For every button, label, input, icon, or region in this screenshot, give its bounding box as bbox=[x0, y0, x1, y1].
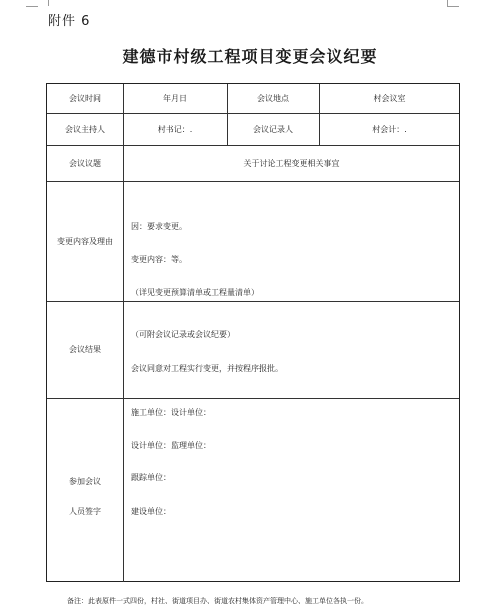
topic-label: 会议议题 bbox=[69, 158, 101, 168]
meeting-result-label: 会议结果 bbox=[69, 345, 101, 354]
change-content-line: 变更内容：等。 bbox=[131, 255, 187, 264]
crop-mark-top-right-h bbox=[447, 6, 459, 7]
document-title: 建德市村级工程项目变更会议纪要 bbox=[122, 47, 378, 66]
recorder-label: 会议记录人 bbox=[253, 124, 293, 134]
change-detail-note: （详见变更预算清单或工程量清单） bbox=[131, 288, 259, 297]
change-content-label: 变更内容及理由 bbox=[57, 236, 113, 246]
row-divider bbox=[47, 398, 459, 399]
meeting-place-label: 会议地点 bbox=[257, 94, 289, 103]
crop-mark-top-left bbox=[37, 0, 49, 6]
crop-mark-top-left-h bbox=[26, 6, 38, 7]
signature-line-owner: 建设单位： bbox=[131, 507, 171, 516]
change-reason-line: 因：要求变更。 bbox=[131, 222, 187, 231]
signature-line-tracking: 跟踪单位： bbox=[131, 473, 171, 482]
signature-line-construction: 施工单位：设计单位： bbox=[131, 408, 211, 417]
meeting-time-value: 年月日 bbox=[163, 94, 187, 103]
meeting-place-value: 村会议室 bbox=[373, 94, 406, 103]
signature-label-line2: 人员签字 bbox=[69, 507, 101, 516]
host-label: 会议主持人 bbox=[65, 124, 105, 134]
result-decision-line: 会议同意对工程实行变更，并按程序报批。 bbox=[131, 364, 283, 373]
meeting-record-table bbox=[46, 83, 460, 582]
topic-value: 关于讨论工程变更相关事宜 bbox=[243, 158, 340, 168]
signature-label-line1: 参加会议 bbox=[69, 477, 101, 486]
meeting-time-label: 会议时间 bbox=[69, 94, 101, 103]
host-value: 村书记：. bbox=[157, 124, 193, 134]
attachment-label: 附件 6 bbox=[48, 14, 91, 29]
recorder-value: 村会计：. bbox=[372, 124, 407, 134]
footnote: 备注：此表原件一式四份，村社、街道项目办、街道农村集体资产管理中心、施工单位各执一份。 bbox=[67, 597, 368, 605]
result-note-line: （可附会议记录或会议纪要） bbox=[131, 330, 235, 339]
signature-line-design: 设计单位：监理单位： bbox=[131, 441, 211, 450]
